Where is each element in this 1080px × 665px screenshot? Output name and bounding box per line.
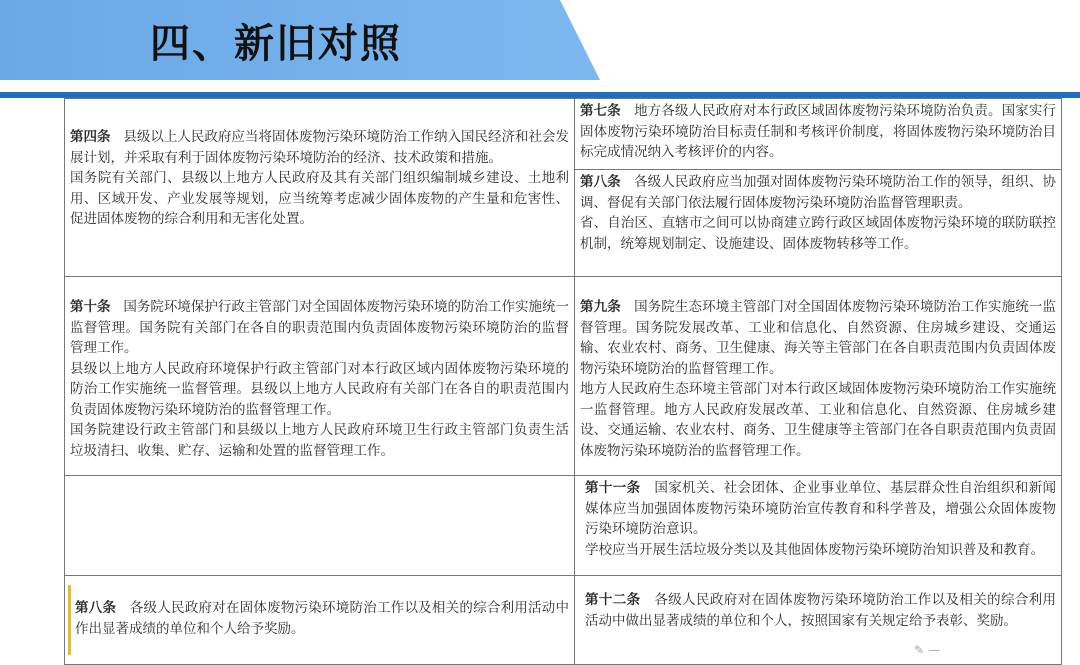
old-cell-article-10 [64, 276, 575, 476]
new-cell-article-12 [574, 575, 1062, 665]
title-banner [0, 0, 1080, 98]
paragraph-text: 国务院有关部门、县级以上地方人民政府及其有关部门组织编制城乡建设、土地利用、区域开发、产业发展等规划，应当统筹考虑减少固体废物的产生量和危害性、促进固体废物的综合利用和无害化处置。 [70, 170, 569, 227]
paragraph-text: 县级以上地方人民政府环境保护行政主管部门对本行政区域内固体废物污染环境的防治工作实施统一监督管理。县级以上地方人民政府有关部门在各自的职责范围内负责固体废物污染环境防治的监督管理工作。 [70, 360, 569, 418]
article-number: 第八条 [580, 174, 621, 190]
old-cell-empty [64, 475, 575, 576]
paragraph-text: 各级人民政府对在固体废物污染环境防治工作以及相关的综合利用活动中作出显著成绩的单位和个人给予奖励。 [75, 600, 570, 637]
article-number: 第四条 [70, 129, 111, 145]
paragraph [70, 168, 569, 230]
paragraph [580, 101, 1056, 163]
paragraph-text: 国家机关、社会团体、企业事业单位、基层群众性自治组织和新闻媒体应当加强固体废物污染环境防治宣传教育和科学普及，增强公众固体废物污染环境防治意识。 [585, 480, 1057, 537]
paragraph [585, 478, 1056, 540]
paragraph-text: 学校应当开展生活垃圾分类以及其他固体废物污染环境防治知识普及和教育。 [585, 541, 1044, 558]
new-cell-article-11 [574, 475, 1062, 576]
paragraph-text: 省、自治区、直辖市之间可以协商建立跨行政区域固体废物污染环境的联防联控机制，统筹规划制定、设施建设、固体废物转移等工作。 [580, 215, 1056, 252]
paragraph [70, 127, 569, 168]
article-number: 第七条 [580, 103, 621, 119]
paragraph [580, 297, 1056, 379]
page-title: 四、新旧对照 [150, 21, 402, 67]
paragraph-text: 国务院建设行政主管部门和县级以上地方人民政府环境卫生行政主管部门负责生活垃圾清扫、收集、贮存、运输和处置的监督管理工作。 [70, 422, 569, 459]
paragraph-text: 县级以上人民政府应当将固体废物污染环境防治工作纳入国民经济和社会发展计划，并采取有利于固体废物污染环境防治的经济、技术政策和措施。 [70, 129, 570, 166]
paragraph-text: 国务院生态环境主管部门对全国固体废物污染环境防治工作实施统一监督管理。国务院发展改革、工业和信息化、自然资源、住房城乡建设、交通运输、农业农村、商务、卫生健康、海关等主管部门在各自职责范围内负责固体废物污染环境防治的监督管理工作。 [580, 299, 1056, 377]
new-cell-article-8 [574, 169, 1062, 277]
paragraph [70, 359, 569, 421]
article-number: 第八条 [75, 600, 117, 616]
article-number: 第十二条 [585, 592, 641, 608]
paragraph [585, 540, 1056, 561]
paragraph [585, 590, 1056, 631]
paragraph-text: 各级人民政府对在固体废物污染环境防治工作以及相关的综合利用活动中做出显著成绩的单位和个人，按照国家有关规定给予表彰、奖励。 [585, 592, 1057, 629]
old-cell-article-8 [64, 575, 575, 665]
paragraph [580, 379, 1056, 461]
new-cell-article-9 [574, 276, 1062, 476]
new-cell-article-7 [574, 98, 1062, 170]
paragraph-text: 国务院环境保护行政主管部门对全国固体废物污染环境的防治工作实施统一监督管理。国务院有关部门在各自的职责范围内负责固体废物污染环境防治的监督管理工作。 [70, 299, 570, 356]
paragraph [70, 420, 569, 461]
paragraph [580, 172, 1056, 213]
paragraph [75, 598, 569, 639]
paragraph [70, 297, 569, 359]
paragraph-text: 各级人民政府应当加强对固体废物污染环境防治工作的领导，组织、协调、督促有关部门依法履行固体废物污染环境防治监督管理职责。 [580, 174, 1056, 211]
paragraph-text: 地方各级人民政府对本行政区域固体废物污染环境防治负责。国家实行固体废物污染环境防治目标责任制和考核评价制度，将固体废物污染环境防治目标完成情况纳入考核评价的内容。 [580, 103, 1056, 160]
paragraph-text: 地方人民政府生态环境主管部门对本行政区域固体废物污染环境防治工作实施统一监督管理。地方人民政府发展改革、工业和信息化、自然资源、住房城乡建设、交通运输、农业农村、商务、卫生健康等主管部门在各自职责范围内负责固体废物污染环境防治的监督管理工作。 [580, 381, 1056, 459]
article-number: 第十一条 [585, 480, 641, 496]
article-number: 第十条 [70, 299, 111, 315]
article-number: 第九条 [580, 299, 621, 315]
watermark: ✎ — [914, 643, 940, 657]
old-cell-article-4 [64, 98, 575, 277]
paragraph [580, 213, 1056, 254]
